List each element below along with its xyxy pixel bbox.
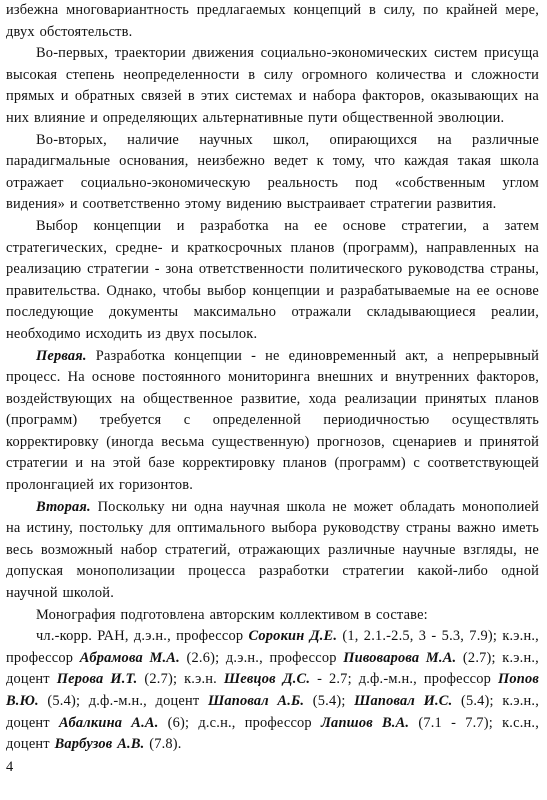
paragraph-second-reason: Во-вторых, наличие научных школ, опирающихся на различные парадигмальные основания, неизбежно ведет к тому, что каждая такая школа отражает социально-экономическую реальность под «собственным углом видения» и соответственно этому видению выстраивает стратегии развития. (6, 131, 539, 213)
author-name: Пивоварова М.А. (343, 649, 457, 666)
paragraph-continuation: избежна многовариантность предлагаемых концепций в силу, по крайней мере, двух обстоятельств. (6, 2, 539, 40)
author-role: (5.4); (304, 693, 355, 709)
body-text (6, 0, 539, 756)
premise-first-label: Первая. (36, 347, 87, 364)
author-role: (7.1 - 7.7); к.с.н., доцент (6, 714, 539, 753)
author-name: Абалкина А.А. (58, 714, 159, 731)
author-name: Шевцов Д.С. (223, 671, 311, 688)
paragraph-first-reason: Во-первых, траектории движения социально-экономических систем присуща высокая степень неопределенности в силу огромного количества и сложности прямых и обратных связей в этих системах и набора факторов, оказывающих на них влияние и определяющих альтернативные пути общественной эволюции. (6, 45, 539, 126)
premise-second-text: Поскольку ни одна научная школа не может обладать монополией на истину, постольку для оптимального выбора руководству страны важно иметь весь возможный набор стратегий, отражающих различные научные взгляды, не допуская монополизации процесса разработки стратегии какой-либо одной научной школой. (6, 498, 539, 602)
author-role: (2.7); к.э.н., доцент (6, 649, 539, 688)
paragraph-authors-list (6, 626, 539, 756)
author-name: Сорокин Д.Е. (248, 628, 338, 645)
author-name: Лапшов В.А. (320, 714, 410, 731)
author-name: Перова И.Т. (56, 671, 138, 688)
premise-first-text: Разработка концепции - не единовременный акт, а непрерывный процесс. На основе постоянного мониторинга внешних и внутренних факторов, воздействующих на общественное развитие, хода реализации принятых планов (программ) требуется с определенной периодичностью осуществлять корректировку (иногда весьма существенную) прогнозов, сценариев и принятой стратегии и на этой базе корректировку планов (программ) с соответствующей пролонгацией их горизонтов. (6, 347, 539, 494)
paragraph-premise-first (6, 346, 539, 497)
author-name: Абрамова М.А. (79, 649, 180, 666)
author-role: (1, 2.1.-2.5, 3 - 5.3, 7.9); к.э.н., профессор (6, 628, 539, 666)
paragraph-premise-second (6, 497, 539, 605)
author-name: Шаповал А.Б. (207, 693, 305, 709)
author-name: Варбузов А.В. (54, 736, 145, 753)
paragraph-authors-intro: Монография подготовлена авторским коллективом в составе: (36, 606, 428, 623)
document-page (6, 0, 539, 756)
author-role: - 2.7; д.ф.-м.н., профессор (310, 671, 498, 688)
author-role: (2.6); д.э.н., профессор (179, 649, 344, 666)
author-role: (5.4); д.ф.-м.н., доцент (38, 693, 208, 709)
author-role: (7.8). (144, 736, 182, 753)
author-role: (2.7); к.э.н. (137, 671, 224, 688)
author-name: Шаповал И.С. (354, 693, 453, 709)
page-number: 4 (6, 759, 14, 775)
author-role: (6); д.с.н., профессор (158, 714, 321, 731)
premise-second-label: Вторая. (36, 498, 91, 515)
author-role: чл.-корр. РАН, д.э.н., профессор (36, 628, 249, 645)
paragraph-concept-choice: Выбор концепции и разработка на ее основе стратегии, а затем стратегических, средне- и краткосрочных планов (программ), направленных на реализацию стратегии - зона ответственности политического руководства страны, правительства. Однако, чтобы выбор концепции и разрабатываемые на ее основе последующие документы максимально отражали складывающиеся реалии, необходимо исходить из двух посылок. (6, 217, 539, 342)
author-role: (5.4); к.э.н., доцент (6, 693, 539, 731)
author-name: Попов В.Ю. (6, 671, 539, 709)
